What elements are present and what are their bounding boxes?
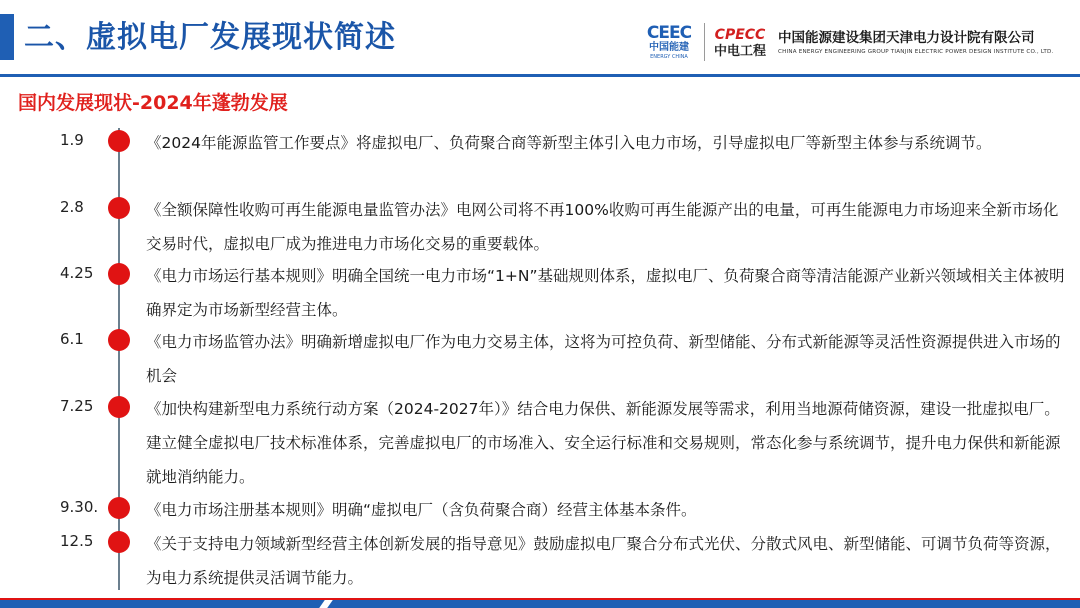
timeline-dot xyxy=(108,497,130,519)
company-name-cn: 中国能源建设集团天津电力设计院有限公司 xyxy=(778,29,1035,46)
footer-blue-bar xyxy=(0,600,1080,608)
page-title: 二、虚拟电厂发展现状简述 xyxy=(24,20,396,55)
company-name xyxy=(778,28,1053,57)
timeline-text: 《关于支持电力领域新型经营主体创新发展的指导意见》鼓励虚拟电厂聚合分布式光伏、分散式风电、新型储能、可调节负荷等资源，为电力系统提供灵活调节能力。 xyxy=(146,535,1061,587)
timeline-text: 《电力市场注册基本规则》明确“虚拟电厂（含负荷聚合商）经营主体基本条件。 xyxy=(146,501,697,519)
timeline-date: 9.30. xyxy=(60,498,99,516)
timeline-dot xyxy=(108,329,130,351)
footer-bar-gap xyxy=(319,600,333,608)
timeline-dot xyxy=(108,130,130,152)
company-name-en: CHINA ENERGY ENGINEERING GROUP TIANJIN ELECTRIC POWER DESIGN INSTITUTE CO., LTD. xyxy=(778,48,1054,55)
timeline-dot xyxy=(108,197,130,219)
cpecc-logo xyxy=(712,26,768,59)
timeline-dot xyxy=(108,531,130,553)
timeline-dot xyxy=(108,263,130,285)
header-logos xyxy=(640,20,1053,64)
cpecc-logo-cn: 中电工程 xyxy=(713,43,766,59)
timeline-text: 《电力市场监管办法》明确新增虚拟电厂作为电力交易主体，这将为可控负荷、新型储能、分布式新能源等灵活性资源提供进入市场的机会 xyxy=(146,333,1061,385)
ceec-logo-en: ENERGY CHINA xyxy=(650,53,688,60)
timeline-date: 4.25 xyxy=(60,264,94,282)
timeline-text: 《电力市场运行基本规则》明确全国统一电力市场“1+N”基础规则体系，虚拟电厂、负荷聚合商等清洁能源产业新兴领域相关主体被明确界定为市场新型经营主体。 xyxy=(146,267,1065,319)
timeline-dot xyxy=(108,396,130,418)
timeline-date: 2.8 xyxy=(60,198,84,216)
title-accent-bar xyxy=(0,14,14,60)
ceec-logo-mark: CEEC xyxy=(646,22,692,43)
ceec-logo-cn: 中国能建 xyxy=(649,41,689,53)
timeline-date: 1.9 xyxy=(60,131,84,149)
cpecc-logo-mark: CPECC xyxy=(714,26,766,43)
header-divider xyxy=(0,74,1080,77)
timeline-date: 12.5 xyxy=(60,532,94,550)
timeline-date: 7.25 xyxy=(60,397,94,415)
timeline-text: 《全额保障性收购可再生能源电量监管办法》电网公司将不再100%收购可再生能源产出的电量，可再生能源电力市场迎来全新市场化交易时代，虚拟电厂成为推进电力市场化交易的重要载体。 xyxy=(146,201,1059,253)
ceec-logo xyxy=(640,24,698,61)
timeline-text: 《2024年能源监管工作要点》将虚拟电厂、负荷聚合商等新型主体引入电力市场，引导虚拟电厂等新型主体参与系统调节。 xyxy=(146,134,992,152)
timeline-date: 6.1 xyxy=(60,330,84,348)
timeline-text: 《加快构建新型电力系统行动方案（2024-2027年）》结合电力保供、新能源发展等需求，利用当地源荷储资源，建设一批虚拟电厂。建立健全虚拟电厂技术标准体系，完善虚拟电厂的市场准入、安全运行标准和交易规则，常态化参与系统调节，提升电力保供和新能源就地消纳能力。 xyxy=(146,400,1061,486)
logo-divider xyxy=(704,23,705,61)
section-heading: 国内发展现状-2024年蓬勃发展 xyxy=(18,92,288,114)
